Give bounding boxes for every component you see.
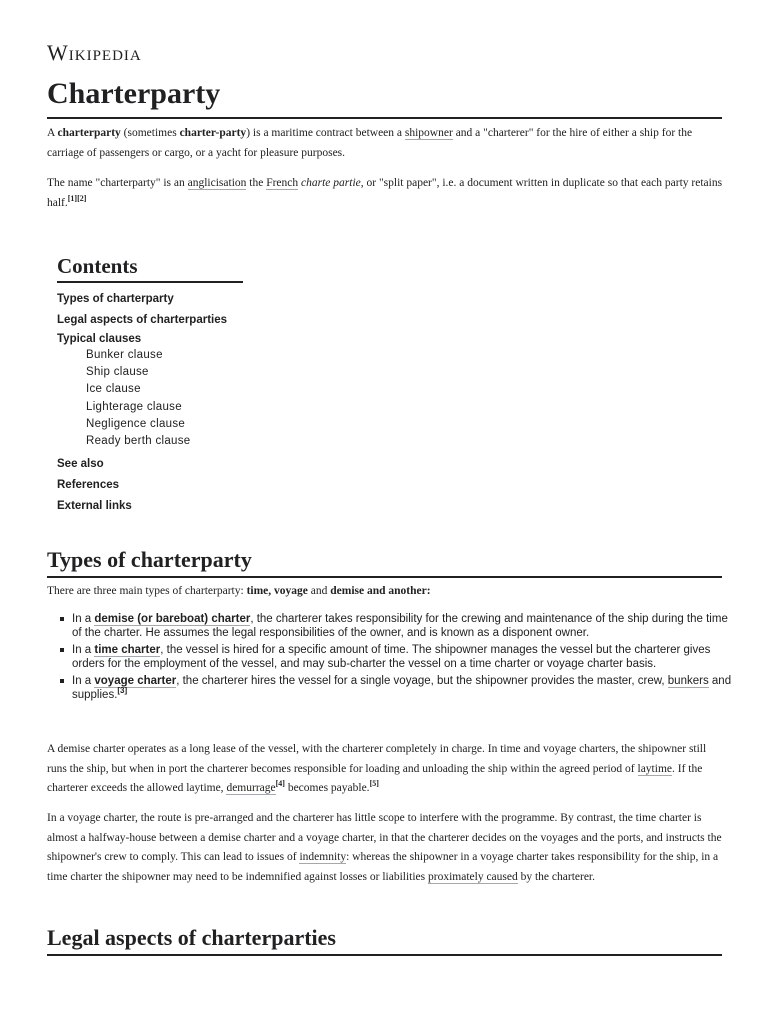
types-demise: demise and another: [330, 585, 431, 597]
term-charte-partie: charte partie [298, 177, 361, 189]
link-demurrage[interactable]: demurrage [226, 782, 276, 794]
reference-5[interactable]: [5] [369, 779, 379, 789]
lead-text: and a "charterer" for the hire of either a ship for the carriage of passengers or cargo, or a yacht for pleasure purposes. [47, 127, 693, 159]
types-intro [47, 582, 723, 602]
etymology-text: the [246, 177, 267, 189]
charter-types-list [47, 612, 733, 705]
list-item-text: , the charterer takes responsibility for the crewing and maintenance of the ship during the time of the charter. He assumes the legal responsibilities of the owner, and is known as a disponent owner. [72, 613, 728, 639]
page-title: Charterparty [47, 74, 722, 119]
types-intro-text: There are three main types of charterparty: [47, 585, 247, 597]
lead-paragraph [47, 124, 723, 163]
link-time-charter[interactable]: time charter [94, 644, 161, 656]
list-item [47, 643, 733, 671]
link-indemnity[interactable]: indemnity [299, 851, 347, 863]
term-charterparty: charterparty [57, 127, 121, 139]
toc-subitem-bunker-clause[interactable]: Bunker clause [86, 349, 163, 361]
link-french[interactable]: French [266, 177, 299, 189]
list-item [47, 612, 733, 640]
list-item-text: In a [72, 613, 95, 625]
bullet-icon [60, 617, 64, 621]
list-item-text: and supplies. [72, 675, 732, 701]
link-demise-charter[interactable]: demise (or bareboat) charter [94, 613, 251, 625]
lead-text: (sometimes [120, 127, 180, 139]
toc-subitem-lighterage-clause[interactable]: Lighterage clause [86, 400, 182, 413]
demise-text: . If the charterer exceeds the allowed laytime, [47, 762, 703, 794]
list-item-text: , the vessel is hired for a specific amount of time. The shipowner manages the vessel but the charterer gives orders for the employment of the vessel, and may sub-charter the vessel on a time charter or voyage charter basis. [72, 644, 711, 670]
list-item-text: In a [72, 644, 95, 656]
link-laytime[interactable]: laytime [637, 762, 672, 775]
toc-item-types[interactable]: Types of charterparty [57, 293, 174, 305]
section-heading-types: Types of charterparty [47, 546, 722, 578]
demise-text: A demise charter operates as a long lease of the vessel, with the charterer completely in charge. In time and voyage charters, the shipowner still runs the ship, but when in port the charterer becomes responsible for loading and unloading the ship within the agreed period of [47, 743, 707, 775]
reference-1[interactable]: [1] [67, 193, 78, 203]
toc-subitem-ready-berth-clause[interactable]: Ready berth clause [86, 434, 191, 447]
etymology-text: The name "charterparty" is an [47, 177, 188, 189]
lead-text: ) is a maritime contract between a [246, 127, 405, 139]
reference-3[interactable]: [3] [117, 686, 128, 696]
toc-item-references[interactable]: References [57, 479, 120, 492]
link-anglicisation[interactable]: anglicisation [187, 177, 247, 189]
link-voyage-charter[interactable]: voyage charter [94, 675, 177, 687]
reference-2[interactable]: [2] [77, 193, 87, 203]
demise-text: becomes payable. [284, 782, 370, 794]
term-charter-party: charter-party [179, 127, 247, 139]
list-item-text: In a [72, 675, 95, 687]
toc-subitem-negligence-clause[interactable]: Negligence clause [86, 417, 186, 430]
toc-item-legal-aspects[interactable]: Legal aspects of charterparties [57, 314, 228, 326]
section-heading-legal-aspects: Legal aspects of charterparties [47, 924, 722, 956]
toc-title: Contents [57, 254, 243, 283]
toc-item-typical-clauses[interactable]: Typical clauses [57, 333, 142, 345]
link-bunkers[interactable]: bunkers [667, 675, 709, 687]
toc-subitem-ship-clause[interactable]: Ship clause [86, 366, 149, 379]
bullet-icon [60, 648, 64, 652]
link-proximately-caused[interactable]: proximately caused [428, 870, 518, 883]
reference-4[interactable]: [4] [275, 779, 285, 789]
etymology-paragraph [47, 174, 723, 213]
table-of-contents [57, 254, 297, 517]
voyage-text: : whereas the shipowner in a voyage charter takes responsibility for the ship, in a time charter the shipowner may need to be indemnified against losses or liabilities [47, 851, 719, 883]
lead-text: A [47, 127, 58, 139]
voyage-charter-paragraph [47, 809, 723, 887]
voyage-text: In a voyage charter, the route is pre-arranged and the charterer has little scope to interfere with the programme. By contrast, the time charter is almost a halfway-house between a demise charter and a voyage charter, in that the charterer decides on the voyages and the ports, and instructs the shipowner's crew to comply. This can lead to issues of [47, 812, 722, 863]
demise-paragraph [47, 740, 723, 799]
toc-item-see-also[interactable]: See also [57, 458, 104, 471]
list-item [47, 674, 733, 702]
types-time-voyage: time, voyage [246, 585, 308, 597]
bullet-icon [60, 679, 64, 683]
link-shipowner[interactable]: shipowner [404, 127, 453, 139]
voyage-text: by the charterer. [517, 870, 595, 883]
types-intro-text: and [307, 585, 331, 597]
toc-subitem-ice-clause[interactable]: Ice clause [86, 383, 141, 396]
etymology-text: , or "split paper", i.e. a document written in duplicate so that each party retains half. [47, 177, 723, 209]
wikipedia-logo[interactable]: Wikipedia [47, 40, 142, 65]
list-item-text: , the charterer hires the vessel for a single voyage, but the shipowner provides the master, crew, [176, 675, 668, 687]
toc-item-external-links[interactable]: External links [57, 500, 132, 513]
